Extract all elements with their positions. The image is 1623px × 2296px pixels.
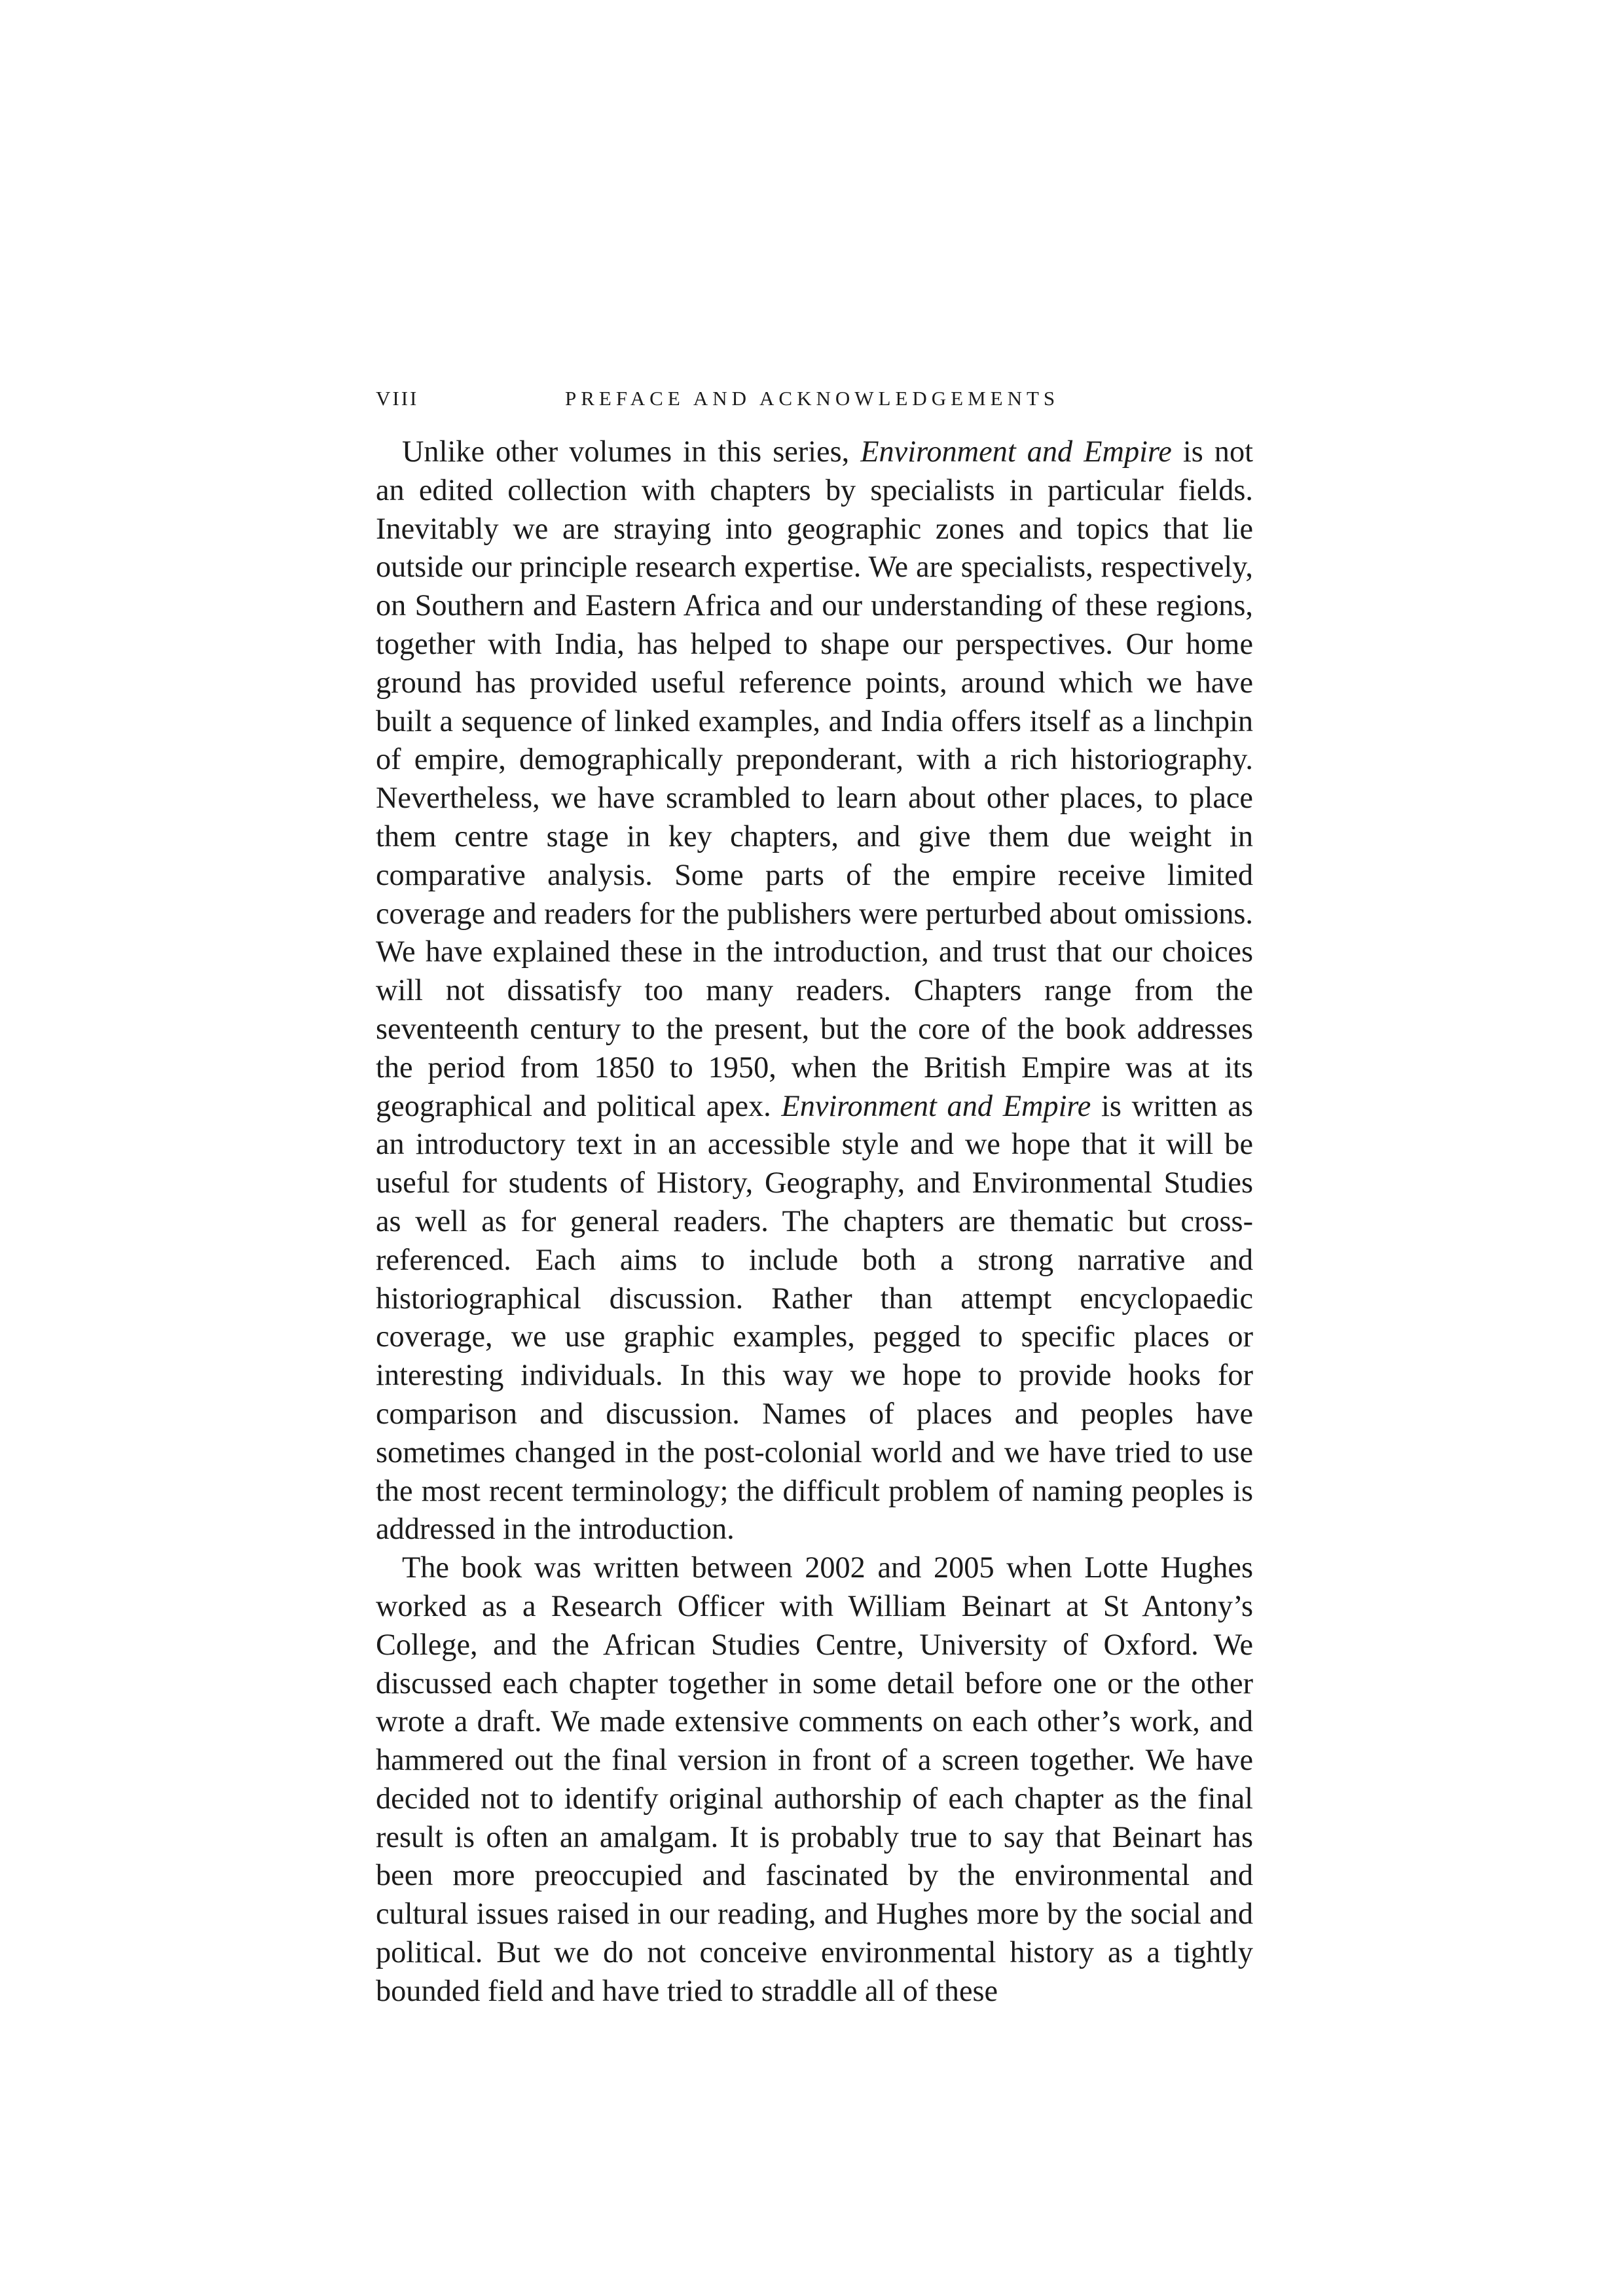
running-head <box>376 382 1253 415</box>
paragraph-1 <box>376 433 1253 1549</box>
page-number: VIII <box>376 387 419 410</box>
body-text <box>376 433 1253 2011</box>
paragraph-2: The book was written between 2002 and 2005 when Lotte Hughes worked as a Research Officer with William Beinart at St Antony’s College, and the African Studies Centre, University of Oxford. We discussed each chapter together in some detail before one or the other wrote a draft. We made extensive comments on each other’s work, and hammered out the final version in front of a screen together. We have decided not to identify original authorship of each chapter as the final result is often an amalgam. It is probably true to say that Beinart has been more preoccupied and fascinated by the environmental and cultural issues raised in our reading, and Hughes more by the social and political. But we do not conceive environmental history as a tightly bounded field and have tried to straddle all of these <box>376 1551 1253 2008</box>
paragraph-1-text-b: is not an edited collection with chapters by specialists in particular fields. Inevitably we are straying into geographic zones and topics that lie outside our principle research expertise. We are specialists, respectively, on Southern and Eastern Africa and our understanding of these regions, together with India, has helped to shape our perspectives. Our home ground has provided useful reference points, around which we have built a sequence of linked examples, and India offers itself as a linchpin of empire, demographically preponderant, with a rich historiography. Nevertheless, we have scrambled to learn about other places, to place them centre stage in key chapters, and give them due weight in comparative analysis. Some parts of the empire receive limited coverage and readers for the publishers were perturbed about omissions. We have explained these in the introduction, and trust that our choices will not dissatisfy too many readers. Chapters range from the seventeenth century to the present, but the core of the book addresses the period from 1850 to 1950, when the British Empire was at its geographical and political apex. <box>376 435 1253 1123</box>
book-title-italic: Environment and Empire <box>781 1089 1091 1123</box>
paragraph-1-text-a: Unlike other volumes in this series, <box>402 435 861 469</box>
paragraph-1-text-c: is written as an introductory text in an accessible style and we hope that it will be useful for students of History, Geography, and Environmental Studies as well as for general readers. The chapters are thematic but cross-referenced. Each aims to include both a strong narrative and historiographical discussion. Rather than attempt encyclopaedic coverage, we use graphic examples, pegged to specific places or interesting individuals. In this way we hope to provide hooks for comparison and discussion. Names of places and peoples have sometimes changed in the post-colonial world and we have tried to use the most recent terminology; the difficult problem of naming peoples is addressed in the introduction. <box>376 1089 1253 1547</box>
book-title-italic: Environment and Empire <box>860 435 1172 469</box>
section-title: PREFACE AND ACKNOWLEDGEMENTS <box>565 387 1060 410</box>
